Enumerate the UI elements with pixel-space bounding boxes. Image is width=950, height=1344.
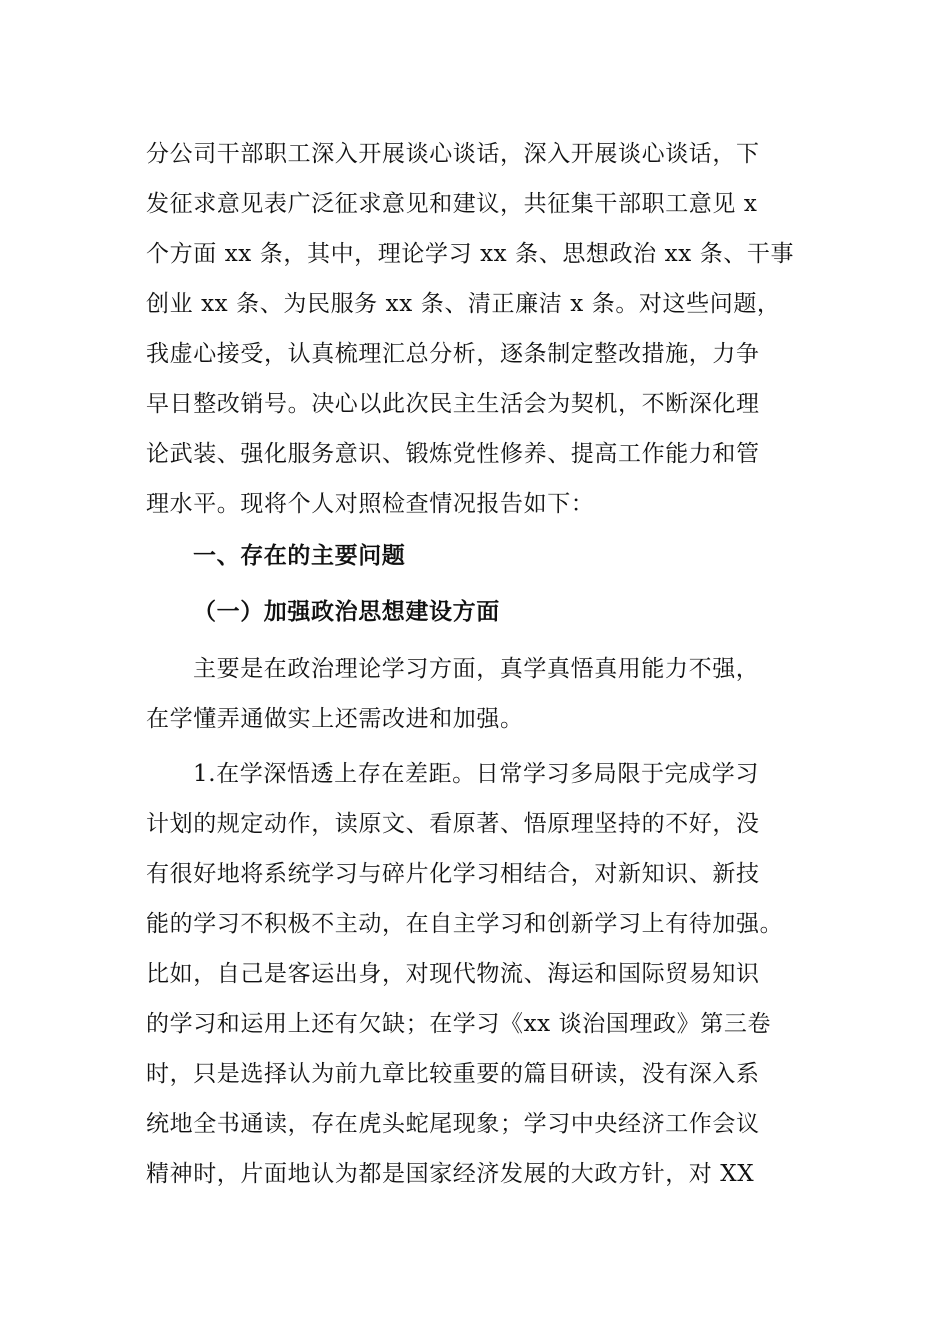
para3-line-4: 能的学习不积极不主动，在自主学习和创新学习上有待加强。 <box>146 911 784 937</box>
para1-line-3: 个方面 xx 条，其中，理论学习 xx 条、思想政治 xx 条、干事 <box>146 241 795 267</box>
para1-line-4: 创业 xx 条、为民服务 xx 条、清正廉洁 x 条。对这些问题， <box>146 291 781 317</box>
para3-line-6: 的学习和运用上还有欠缺；在学习《xx 谈治国理政》第三卷 <box>146 1011 772 1037</box>
para1-line-1: 分公司干部职工深入开展谈心谈话，深入开展谈心谈话，下 <box>146 141 760 167</box>
para1-line-7: 论武装、强化服务意识、锻炼党性修养、提高工作能力和管 <box>146 441 760 467</box>
para3-line-2: 计划的规定动作，读原文、看原著、悟原理坚持的不好，没 <box>146 811 760 837</box>
subsection-heading: （一）加强政治思想建设方面 <box>193 599 500 625</box>
para1-line-8: 理水平。现将个人对照检查情况报告如下： <box>146 491 595 517</box>
para1-line-2: 发征求意见表广泛征求意见和建议，共征集干部职工意见 x <box>146 191 758 217</box>
para3-line-8: 统地全书通读，存在虎头蛇尾现象；学习中央经济工作会议 <box>146 1111 760 1137</box>
para2-line-1: 主要是在政治理论学习方面，真学真悟真用能力不强， <box>193 656 760 682</box>
para3-line-7: 时，只是选择认为前九章比较重要的篇目研读，没有深入系 <box>146 1061 760 1087</box>
para3-line-1: 1.在学深悟透上存在差距。日常学习多局限于完成学习 <box>193 761 759 787</box>
para2-line-2: 在学懂弄通做实上还需改进和加强。 <box>146 706 524 732</box>
para3-line-9: 精神时，片面地认为都是国家经济发展的大政方针，对 XX <box>146 1161 755 1187</box>
para1-line-5: 我虚心接受，认真梳理汇总分析，逐条制定整改措施，力争 <box>146 341 760 367</box>
para1-line-6: 早日整改销号。决心以此次民主生活会为契机，不断深化理 <box>146 391 760 417</box>
para3-line-5: 比如，自己是客运出身，对现代物流、海运和国际贸易知识 <box>146 961 760 987</box>
para3-line-3: 有很好地将系统学习与碎片化学习相结合，对新知识、新技 <box>146 861 760 887</box>
section-heading: 一、存在的主要问题 <box>193 543 406 569</box>
